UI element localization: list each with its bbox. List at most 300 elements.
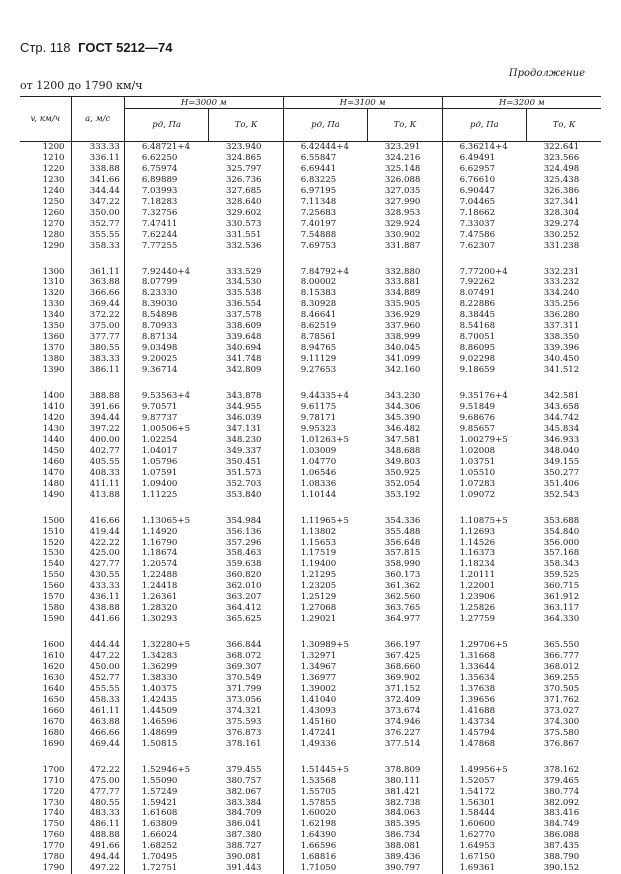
table-row	[20, 310, 601, 321]
table-row	[20, 299, 601, 310]
temperature-cell: 377.514	[368, 739, 442, 750]
temperature-cell: 388.727	[209, 841, 283, 852]
speed-kmh-cell: 1490	[20, 490, 71, 501]
temperature-cell: 359.525	[527, 570, 601, 581]
pressure-cell: 9.27653	[283, 365, 368, 376]
table-row	[20, 662, 601, 673]
speed-ms-cell: 383.33	[71, 354, 124, 365]
pressure-cell: 1.47868	[442, 739, 527, 750]
header-altitude-3100: H=3100 м	[283, 97, 442, 109]
speed-kmh-cell: 1640	[20, 684, 71, 695]
pressure-cell: 8.23330	[124, 288, 209, 299]
speed-ms-cell: 369.44	[71, 299, 124, 310]
temperature-cell: 337.578	[209, 310, 283, 321]
table-row	[20, 219, 601, 230]
temperature-cell: 384.749	[527, 819, 601, 830]
pressure-cell: 9.87737	[124, 413, 209, 424]
pressure-cell: 8.86095	[442, 343, 527, 354]
speed-kmh-cell: 1690	[20, 739, 71, 750]
pressure-cell: 9.61175	[283, 402, 368, 413]
speed-kmh-cell: 1680	[20, 728, 71, 739]
speed-ms-cell: 491.66	[71, 841, 124, 852]
speed-kmh-cell: 1320	[20, 288, 71, 299]
temperature-cell: 345.834	[527, 424, 601, 435]
temperature-cell: 389.436	[368, 852, 442, 863]
temperature-cell: 335.538	[209, 288, 283, 299]
speed-ms-cell: 358.33	[71, 241, 124, 252]
temperature-cell: 378.809	[368, 765, 442, 776]
table-row	[20, 787, 601, 798]
table-row	[20, 739, 601, 750]
temperature-cell: 354.984	[209, 516, 283, 527]
temperature-cell: 362.010	[209, 581, 283, 592]
pressure-cell: 9.95323	[283, 424, 368, 435]
temperature-cell: 382.067	[209, 787, 283, 798]
pressure-cell: 7.62307	[442, 241, 527, 252]
pressure-cell: 6.42444+4	[283, 142, 368, 153]
temperature-cell: 349.803	[368, 457, 442, 468]
pressure-cell: 6.62957	[442, 164, 527, 175]
temperature-cell: 378.161	[209, 739, 283, 750]
temperature-cell: 349.155	[527, 457, 601, 468]
pressure-cell: 1.14526	[442, 538, 527, 549]
temperature-cell: 351.406	[527, 479, 601, 490]
table-row	[20, 424, 601, 435]
pressure-cell: 7.32756	[124, 208, 209, 219]
speed-kmh-cell: 1330	[20, 299, 71, 310]
pressure-cell: 1.60020	[283, 808, 368, 819]
temperature-cell: 327.990	[368, 197, 442, 208]
speed-ms-cell: 483.33	[71, 808, 124, 819]
temperature-cell: 333.881	[368, 277, 442, 288]
speed-kmh-cell: 1510	[20, 527, 71, 538]
temperature-cell: 337.311	[527, 321, 601, 332]
atmosphere-table	[20, 96, 601, 874]
table-row	[20, 142, 601, 153]
speed-ms-cell: 397.22	[71, 424, 124, 435]
table-row	[20, 343, 601, 354]
temperature-cell: 368.660	[368, 662, 442, 673]
pressure-cell: 1.49336	[283, 739, 368, 750]
pressure-cell: 1.37638	[442, 684, 527, 695]
pressure-cell: 1.57249	[124, 787, 209, 798]
pressure-cell: 1.66024	[124, 830, 209, 841]
temperature-cell: 339.396	[527, 343, 601, 354]
temperature-cell: 364.977	[368, 614, 442, 625]
temperature-cell: 357.168	[527, 548, 601, 559]
header-altitude-3200: H=3200 м	[442, 97, 601, 109]
speed-ms-cell: 450.00	[71, 662, 124, 673]
pressure-cell: 1.10144	[283, 490, 368, 501]
temperature-cell: 371.152	[368, 684, 442, 695]
continuation-note: Продолжение	[509, 68, 585, 79]
speed-ms-cell: 452.77	[71, 673, 124, 684]
speed-ms-cell: 416.66	[71, 516, 124, 527]
temperature-cell: 390.152	[527, 863, 601, 874]
temperature-cell: 344.306	[368, 402, 442, 413]
temperature-cell: 356.648	[368, 538, 442, 549]
temperature-cell: 368.012	[527, 662, 601, 673]
pressure-cell: 1.60600	[442, 819, 527, 830]
temperature-cell: 381.421	[368, 787, 442, 798]
temperature-cell: 341.099	[368, 354, 442, 365]
speed-kmh-cell: 1660	[20, 706, 71, 717]
pressure-cell: 1.13802	[283, 527, 368, 538]
speed-ms-cell: 455.55	[71, 684, 124, 695]
speed-kmh-cell: 1220	[20, 164, 71, 175]
pressure-cell: 1.07283	[442, 479, 527, 490]
speed-kmh-cell: 1290	[20, 241, 71, 252]
pressure-cell: 8.54898	[124, 310, 209, 321]
pressure-cell: 1.25129	[283, 592, 368, 603]
temperature-cell: 358.463	[209, 548, 283, 559]
pressure-cell: 6.49491	[442, 153, 527, 164]
temperature-cell: 372.409	[368, 695, 442, 706]
pressure-cell: 1.33644	[442, 662, 527, 673]
pressure-cell: 1.02254	[124, 435, 209, 446]
pressure-cell: 9.53563+4	[124, 391, 209, 402]
temperature-cell: 374.946	[368, 717, 442, 728]
temperature-cell: 361.912	[527, 592, 601, 603]
speed-ms-cell: 402.77	[71, 446, 124, 457]
temperature-cell: 347.131	[209, 424, 283, 435]
speed-kmh-cell: 1570	[20, 592, 71, 603]
temperature-cell: 353.840	[209, 490, 283, 501]
table-row	[20, 830, 601, 841]
temperature-cell: 365.550	[527, 640, 601, 651]
speed-ms-cell: 472.22	[71, 765, 124, 776]
speed-ms-cell: 441.66	[71, 614, 124, 625]
temperature-cell: 360.173	[368, 570, 442, 581]
speed-kmh-cell: 1670	[20, 717, 71, 728]
pressure-cell: 1.06546	[283, 468, 368, 479]
pressure-cell: 1.39656	[442, 695, 527, 706]
pressure-cell: 1.36299	[124, 662, 209, 673]
pressure-cell: 7.69753	[283, 241, 368, 252]
pressure-cell: 9.68676	[442, 413, 527, 424]
table-row	[20, 706, 601, 717]
temperature-cell: 384.063	[368, 808, 442, 819]
pressure-cell: 7.11348	[283, 197, 368, 208]
temperature-cell: 353.688	[527, 516, 601, 527]
pressure-cell: 6.90447	[442, 186, 527, 197]
pressure-cell: 1.40375	[124, 684, 209, 695]
pressure-cell: 8.70051	[442, 332, 527, 343]
speed-ms-cell: 336.11	[71, 153, 124, 164]
pressure-cell: 1.00506+5	[124, 424, 209, 435]
temperature-cell: 327.685	[209, 186, 283, 197]
pressure-cell: 1.42435	[124, 695, 209, 706]
temperature-cell: 344.955	[209, 402, 283, 413]
pressure-cell: 1.02008	[442, 446, 527, 457]
pressure-cell: 1.04770	[283, 457, 368, 468]
speed-kmh-cell: 1380	[20, 354, 71, 365]
temperature-cell: 371.762	[527, 695, 601, 706]
temperature-cell: 323.566	[527, 153, 601, 164]
speed-ms-cell: 433.33	[71, 581, 124, 592]
table-row	[20, 673, 601, 684]
header-temperature: Tо, К	[209, 109, 283, 142]
speed-ms-cell: 427.77	[71, 559, 124, 570]
pressure-cell: 1.54172	[442, 787, 527, 798]
pressure-cell: 1.23906	[442, 592, 527, 603]
speed-ms-cell: 355.55	[71, 230, 124, 241]
pressure-cell: 1.03009	[283, 446, 368, 457]
pressure-cell: 1.71050	[283, 863, 368, 874]
table-row	[20, 852, 601, 863]
pressure-cell: 1.49956+5	[442, 765, 527, 776]
speed-kmh-cell: 1620	[20, 662, 71, 673]
temperature-cell: 380.774	[527, 787, 601, 798]
temperature-cell: 328.304	[527, 208, 601, 219]
speed-ms-cell: 394.44	[71, 413, 124, 424]
table-row	[20, 841, 601, 852]
table-row	[20, 695, 601, 706]
speed-ms-cell: 386.11	[71, 365, 124, 376]
table-row	[20, 288, 601, 299]
pressure-cell: 7.18283	[124, 197, 209, 208]
header-pressure: pд, Па	[124, 109, 209, 142]
temperature-cell: 368.072	[209, 651, 283, 662]
pressure-cell: 8.38445	[442, 310, 527, 321]
temperature-cell: 327.035	[368, 186, 442, 197]
temperature-cell: 370.549	[209, 673, 283, 684]
table-row	[20, 332, 601, 343]
temperature-cell: 369.902	[368, 673, 442, 684]
temperature-cell: 342.160	[368, 365, 442, 376]
speed-kmh-cell: 1440	[20, 435, 71, 446]
pressure-cell: 7.47411	[124, 219, 209, 230]
pressure-cell: 9.44335+4	[283, 391, 368, 402]
temperature-cell: 348.688	[368, 446, 442, 457]
table-row	[20, 603, 601, 614]
speed-kmh-cell: 1350	[20, 321, 71, 332]
pressure-cell: 1.38330	[124, 673, 209, 684]
temperature-cell: 365.625	[209, 614, 283, 625]
table-body	[20, 142, 601, 874]
table-row	[20, 402, 601, 413]
temperature-cell: 382.092	[527, 798, 601, 809]
table-row	[20, 819, 601, 830]
temperature-cell: 364.330	[527, 614, 601, 625]
temperature-cell: 387.435	[527, 841, 601, 852]
speed-ms-cell: 475.00	[71, 776, 124, 787]
pressure-cell: 1.68252	[124, 841, 209, 852]
speed-kmh-cell: 1310	[20, 277, 71, 288]
temperature-cell: 330.252	[527, 230, 601, 241]
speed-kmh-cell: 1730	[20, 798, 71, 809]
temperature-cell: 378.162	[527, 765, 601, 776]
pressure-cell: 9.85657	[442, 424, 527, 435]
pressure-cell: 1.31668	[442, 651, 527, 662]
pressure-cell: 1.69361	[442, 863, 527, 874]
temperature-cell: 327.341	[527, 197, 601, 208]
speed-ms-cell: 366.66	[71, 288, 124, 299]
pressure-cell: 1.13065+5	[124, 516, 209, 527]
pressure-cell: 1.35634	[442, 673, 527, 684]
table-row	[20, 365, 601, 376]
temperature-cell: 369.255	[527, 673, 601, 684]
temperature-cell: 380.111	[368, 776, 442, 787]
temperature-cell: 374.321	[209, 706, 283, 717]
speed-kmh-cell: 1390	[20, 365, 71, 376]
pressure-cell: 6.36214+4	[442, 142, 527, 153]
temperature-cell: 322.641	[527, 142, 601, 153]
temperature-cell: 380.757	[209, 776, 283, 787]
table-row	[20, 153, 601, 164]
pressure-cell: 1.44509	[124, 706, 209, 717]
temperature-cell: 358.343	[527, 559, 601, 570]
pressure-cell: 1.20574	[124, 559, 209, 570]
table-row	[20, 208, 601, 219]
speed-ms-cell: 463.88	[71, 717, 124, 728]
pressure-cell: 1.21295	[283, 570, 368, 581]
pressure-cell: 1.30989+5	[283, 640, 368, 651]
speed-ms-cell: 494.44	[71, 852, 124, 863]
pressure-cell: 1.08336	[283, 479, 368, 490]
temperature-cell: 379.465	[527, 776, 601, 787]
temperature-cell: 335.256	[527, 299, 601, 310]
temperature-cell: 350.277	[527, 468, 601, 479]
pressure-cell: 1.12693	[442, 527, 527, 538]
temperature-cell: 355.488	[368, 527, 442, 538]
header-speed-ms: a, м/с	[71, 97, 124, 142]
speed-kmh-cell: 1790	[20, 863, 71, 874]
pressure-cell: 1.29021	[283, 614, 368, 625]
pressure-cell: 8.78561	[283, 332, 368, 343]
pressure-cell: 6.83225	[283, 175, 368, 186]
temperature-cell: 331.887	[368, 241, 442, 252]
pressure-cell: 1.63809	[124, 819, 209, 830]
temperature-cell: 325.148	[368, 164, 442, 175]
speed-ms-cell: 413.88	[71, 490, 124, 501]
pressure-cell: 1.14920	[124, 527, 209, 538]
temperature-cell: 324.865	[209, 153, 283, 164]
temperature-cell: 350.451	[209, 457, 283, 468]
speed-kmh-cell: 1430	[20, 424, 71, 435]
temperature-cell: 323.940	[209, 142, 283, 153]
pressure-cell: 1.36977	[283, 673, 368, 684]
speed-ms-cell: 458.33	[71, 695, 124, 706]
temperature-cell: 373.027	[527, 706, 601, 717]
speed-kmh-cell: 1750	[20, 819, 71, 830]
pressure-cell: 7.25683	[283, 208, 368, 219]
speed-kmh-cell: 1240	[20, 186, 71, 197]
pressure-cell: 6.97195	[283, 186, 368, 197]
pressure-cell: 8.94765	[283, 343, 368, 354]
temperature-cell: 371.799	[209, 684, 283, 695]
pressure-cell: 1.28320	[124, 603, 209, 614]
group-spacer	[20, 376, 601, 391]
temperature-cell: 375.580	[527, 728, 601, 739]
pressure-cell: 1.47241	[283, 728, 368, 739]
temperature-cell: 325.797	[209, 164, 283, 175]
speed-ms-cell: 425.00	[71, 548, 124, 559]
speed-ms-cell: 377.77	[71, 332, 124, 343]
speed-kmh-cell: 1700	[20, 765, 71, 776]
speed-kmh-cell: 1720	[20, 787, 71, 798]
temperature-cell: 348.040	[527, 446, 601, 457]
temperature-cell: 374.300	[527, 717, 601, 728]
pressure-cell: 1.16790	[124, 538, 209, 549]
pressure-cell: 9.20025	[124, 354, 209, 365]
pressure-cell: 1.51445+5	[283, 765, 368, 776]
pressure-cell: 1.72751	[124, 863, 209, 874]
speed-ms-cell: 444.44	[71, 640, 124, 651]
pressure-cell: 6.55847	[283, 153, 368, 164]
pressure-cell: 1.67150	[442, 852, 527, 863]
speed-ms-cell: 488.88	[71, 830, 124, 841]
table-row	[20, 391, 601, 402]
group-spacer	[20, 501, 601, 516]
header-pressure: pд, Па	[442, 109, 527, 142]
temperature-cell: 361.362	[368, 581, 442, 592]
pressure-cell: 1.62770	[442, 830, 527, 841]
speed-ms-cell: 411.11	[71, 479, 124, 490]
temperature-cell: 324.216	[368, 153, 442, 164]
speed-ms-cell: 344.44	[71, 186, 124, 197]
speed-kmh-cell: 1530	[20, 548, 71, 559]
pressure-cell: 1.19400	[283, 559, 368, 570]
pressure-cell: 1.24418	[124, 581, 209, 592]
pressure-cell: 6.76610	[442, 175, 527, 186]
header-temperature: Tо, К	[368, 109, 442, 142]
document-code: ГОСТ 5212—74	[78, 40, 172, 55]
temperature-cell: 340.694	[209, 343, 283, 354]
temperature-cell: 346.933	[527, 435, 601, 446]
temperature-cell: 382.738	[368, 798, 442, 809]
pressure-cell: 7.92440+4	[124, 267, 209, 278]
pressure-cell: 9.18659	[442, 365, 527, 376]
pressure-cell: 1.61608	[124, 808, 209, 819]
pressure-cell: 1.45160	[283, 717, 368, 728]
temperature-cell: 386.041	[209, 819, 283, 830]
pressure-cell: 8.39030	[124, 299, 209, 310]
temperature-cell: 330.573	[209, 219, 283, 230]
group-spacer	[20, 625, 601, 640]
speed-ms-cell: 461.11	[71, 706, 124, 717]
table-row	[20, 321, 601, 332]
temperature-cell: 331.238	[527, 241, 601, 252]
temperature-cell: 326.386	[527, 186, 601, 197]
table-row	[20, 413, 601, 424]
pressure-cell: 1.18674	[124, 548, 209, 559]
speed-ms-cell: 405.55	[71, 457, 124, 468]
temperature-cell: 328.953	[368, 208, 442, 219]
temperature-cell: 331.551	[209, 230, 283, 241]
temperature-cell: 354.336	[368, 516, 442, 527]
pressure-cell: 1.26361	[124, 592, 209, 603]
header-pressure: pд, Па	[283, 109, 368, 142]
speed-kmh-cell: 1360	[20, 332, 71, 343]
table-row	[20, 527, 601, 538]
temperature-cell: 336.929	[368, 310, 442, 321]
pressure-cell: 8.07799	[124, 277, 209, 288]
temperature-cell: 354.840	[527, 527, 601, 538]
pressure-cell: 1.29706+5	[442, 640, 527, 651]
table-row	[20, 559, 601, 570]
speed-ms-cell: 480.55	[71, 798, 124, 809]
temperature-cell: 340.450	[527, 354, 601, 365]
pressure-cell: 1.01263+5	[283, 435, 368, 446]
speed-ms-cell: 338.88	[71, 164, 124, 175]
speed-ms-cell: 388.88	[71, 391, 124, 402]
speed-kmh-cell: 1370	[20, 343, 71, 354]
speed-kmh-cell: 1740	[20, 808, 71, 819]
temperature-cell: 375.593	[209, 717, 283, 728]
speed-kmh-cell: 1460	[20, 457, 71, 468]
temperature-cell: 386.734	[368, 830, 442, 841]
